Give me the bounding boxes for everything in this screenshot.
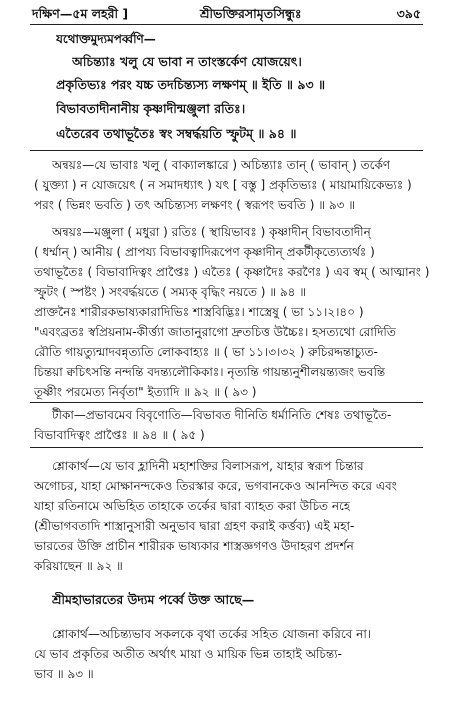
header-title: শ্রীভক্তিরসামৃতসিন্ধুঃ [200, 6, 302, 21]
verse-line: এতৈরেব তথাভূতৈঃ স্বং সম্বর্দ্ধয়তি স্ফুটম্ ॥ ৯৪ ॥ [56, 126, 297, 141]
sloka-line: (শ্রীভাগবতাদি শাস্ত্রানুসারী অনুভাব দ্বারা গ্রহণ করাই কর্ত্তব্য) এই মহা- [34, 519, 355, 533]
final-line: ভাব ॥ ৯৩ ॥ [34, 667, 94, 681]
commentary-line: ( ধর্ম্মান্ ) আনীয় ( প্রাপয্য বিভাবত্বাদিরূপেণ কৃষ্ণাদীন্ প্রকটীকৃত্যেত্যর্থঃ ) [34, 245, 375, 259]
verse-line: অচিন্ত্যাঃ খলু যে ভাবা ন তাংস্তর্কেণ যোজয়েৎ। [72, 54, 302, 69]
page-header [30, 4, 423, 25]
page-number: ৩৯৫ [396, 6, 421, 21]
tika-line: টীকা—প্রভাবমেব বিবৃণোতি—বিভাবত দীনিতি ধর্মানিতি শেষঃ তথাভূতৈ- [52, 408, 392, 422]
commentary-line: অন্বয়ঃ—যে ভাবাঃ খলু ( বাক্যালঙ্কারে ) অচিন্ত্যাঃ তান্ ( ভাবান্ ) তর্কেণ [52, 158, 391, 172]
section-heading: শ্রীমহাভারতের উদ্যম পর্ব্বে উক্ত আছে— [52, 592, 255, 607]
commentary-line: "এবংব্রতঃ স্বপ্রিয়নাম-কীর্ত্ত্যা জাতানুরাগো দ্রুতচিত্ত উচ্চৈঃ। হসত্যথো রোদিতি [34, 325, 396, 339]
final-line: যে ভাব প্রকৃতির অতীত অর্থাৎ মায়া ও মায়িক ভিন্ন তাহাই অচিন্ত্য- [34, 647, 342, 661]
commentary-line: ( যুক্ত্যা ) ন যোজয়েৎ ( ন সমাদধ্যাৎ ) যৎ [ বস্তু ] প্রকৃতিভ্যঃ ( মায়ামায়িকেভ্যঃ ) [34, 178, 412, 192]
commentary-line: চিন্তয়া ক্বচিৎসন্তি নন্দন্তি বদন্ত্যলৌকিকাঃ। নৃত্যন্তি গায়ন্ত্যনুশীলয়ন্ত্যজং ভবন্তি [34, 365, 386, 379]
sloka-line: অগোচর, যাহা মোক্ষানন্দকেও তিরস্কার করে, ভগবানকেও আনন্দিত করে এবং [34, 479, 397, 493]
section-divider [30, 447, 423, 448]
verse-line: বিভাবতাদীনানীয় কৃষ্ণাদীন্মঞ্জুলা রতিঃ। [56, 101, 246, 116]
commentary-line: পরং ( ভিন্নং ভবতি ) তৎ অচিন্ত্যস্য লক্ষণং ( স্বরূপং ভবতি ) ॥ ৯৩ ॥ [34, 198, 356, 212]
final-line: শ্লোকার্থ—অচিন্ত্যভাব সকলকে বৃথা তর্কের সহিত যোজনা করিবে না। [52, 627, 372, 641]
commentary-line: তূষ্ণীং পরমেত্য নির্বৃতা" ইত্যাদি ॥ ৯২ ॥ ( ৯৩ ) [34, 385, 257, 399]
sloka-line: করিয়াছেন ॥ ৯২ ॥ [34, 559, 123, 573]
section-divider [30, 150, 423, 151]
commentary-line: অন্বয়ঃ—মঞ্জুলা ( মধুরা ) রতিঃ ( স্থায়িভাবঃ ) কৃষ্ণাদীন্ বিভাবতাদীন্ [52, 225, 371, 239]
commentary-line: স্ফুটং ( স্পষ্টং ) সংবর্দ্ধয়তে ( সম্যক্ বৃদ্ধিং নয়তে ) ॥ ৯৪ ॥ [34, 285, 307, 299]
sloka-line: শ্লোকার্থ—যে ভাব হ্লাদিনী মহাশক্তির বিলাসরূপ, যাহার স্বরূপ চিন্তার [52, 459, 364, 473]
sloka-line: ভারতের উক্তি প্রাচীন শারীরক ভাষ্যকার শাস্ত্রজ্ঞগণও উদাহরণ প্রদর্শন [34, 539, 354, 553]
verse-line: প্রকৃতিভ্যঃ পরং যচ্চ তদচিন্ত্যস্য লক্ষণম্ ॥ ইতি ॥ ৯৩ ॥ [56, 77, 326, 92]
section-divider [30, 402, 423, 403]
commentary-line: তথাভূতৈঃ ( বিভাবাদিত্বং প্রাপ্তৈঃ ) এতৈঃ ( কৃষ্ণাদৈঃ করণৈঃ ) এব স্বম্ ( আত্মানং ) [34, 265, 430, 279]
header-chapter: দক্ষিণ—৫ম লহরী ] [32, 6, 129, 21]
commentary-line: প্রাক্তনৈঃ শারীরকভাষ্যকারাদিভিঃ শাস্ত্রবিদ্ভিঃ। শাস্ত্রেষু ( ভা ১১।২।৪০ ) [34, 305, 364, 319]
intro-line: যথোক্তমুদ্যমপর্ব্বণি— [56, 32, 156, 46]
sloka-line: যাহা রতিনামে অভিহিত তাহাকে তর্কের দ্বারা ব্যাহত করা উচিত নহে [34, 499, 351, 513]
tika-line: বিভাবাদিত্বং প্রাপ্তৈঃ ॥ ৯৪ ॥ ( ৯৫ ) [34, 428, 205, 442]
commentary-line: রৌতি গায়ত্যুন্মাদবন্নৃত্যতি লোকবাহ্যঃ ॥ ( ভা ১১।৩।৩২ ) রুচিরদ্দন্তাচ্যুত- [34, 345, 378, 359]
